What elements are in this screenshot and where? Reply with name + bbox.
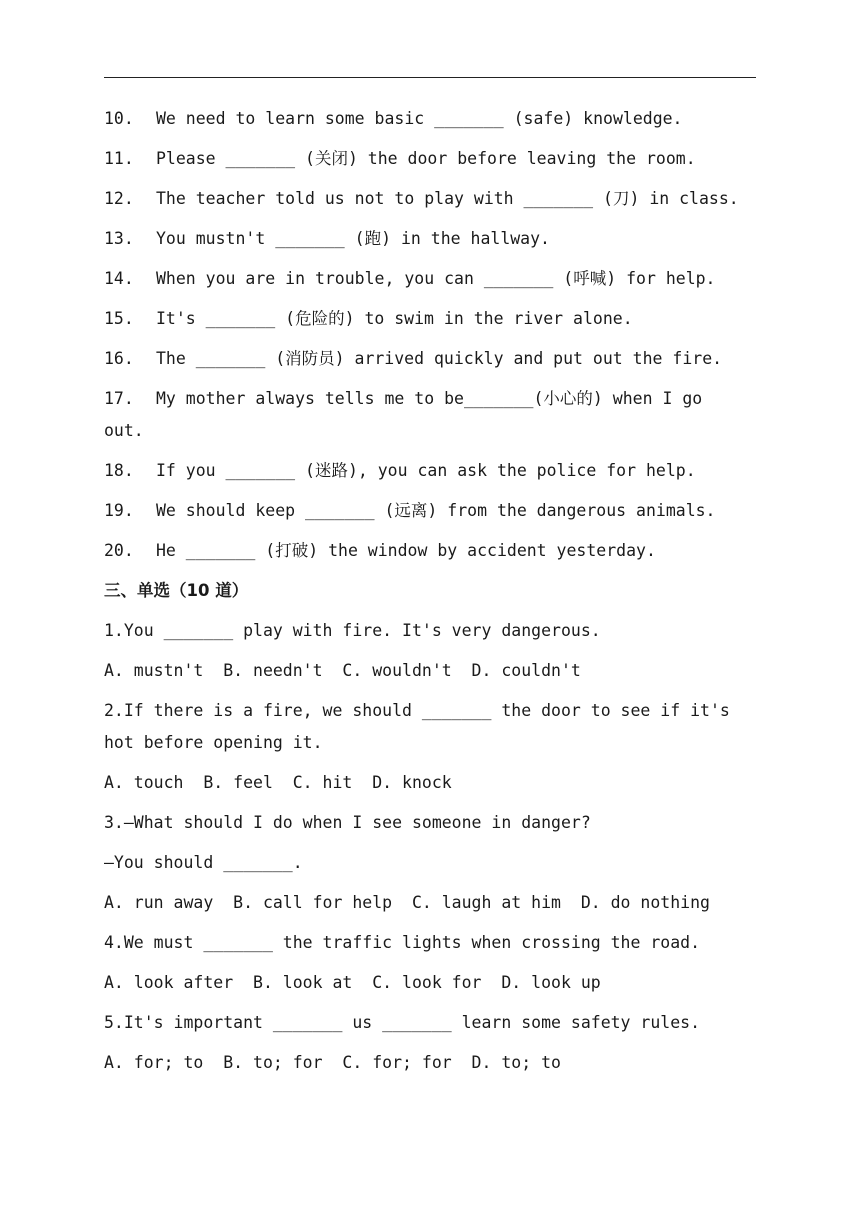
item-number: 19.	[104, 501, 134, 520]
mc-question-5: 5.It's important _______ us _______ learn some safety rules.	[104, 1013, 701, 1032]
item-text: We need to learn some basic _______ (safe) knowledge.	[156, 109, 683, 128]
item-number: 15.	[104, 309, 134, 328]
item-number: 16.	[104, 349, 134, 368]
item-text: My mother always tells me to be_______(小心的) when I go out.	[104, 389, 703, 440]
item-number: 10.	[104, 109, 134, 128]
item-text: You mustn't _______ (跑) in the hallway.	[156, 229, 550, 248]
worksheet	[104, 103, 756, 1087]
mc-options-2: A. touch B. feel C. hit D. knock	[104, 773, 452, 792]
mc-question-4: 4.We must _______ the traffic lights when crossing the road.	[104, 933, 701, 952]
fill-item-18	[104, 455, 756, 487]
item-number: 20.	[104, 541, 134, 560]
fill-item-12	[104, 183, 756, 215]
item-text: The _______ (消防员) arrived quickly and put out the fire.	[156, 349, 723, 368]
item-text: When you are in trouble, you can _______ (呼喊) for help.	[156, 269, 716, 288]
item-number: 14.	[104, 269, 134, 288]
mc-options-5: A. for; to B. to; for C. for; for D. to; to	[104, 1053, 561, 1072]
item-number: 12.	[104, 189, 134, 208]
mc-question-3-answer-line: —You should _______.	[104, 853, 303, 872]
item-text: If you _______ (迷路), you can ask the police for help.	[156, 461, 696, 480]
item-number: 17.	[104, 389, 134, 408]
mc-question-3: 3.—What should I do when I see someone in danger?	[104, 813, 591, 832]
fill-item-20	[104, 535, 756, 567]
mc-options-1: A. mustn't B. needn't C. wouldn't D. couldn't	[104, 661, 581, 680]
item-text: We should keep _______ (远离) from the dangerous animals.	[156, 501, 716, 520]
item-text: Please _______ (关闭) the door before leaving the room.	[156, 149, 696, 168]
item-text: He _______ (打破) the window by accident yesterday.	[156, 541, 656, 560]
header-rule	[104, 77, 756, 78]
item-number: 11.	[104, 149, 134, 168]
fill-item-13	[104, 223, 756, 255]
fill-item-15	[104, 303, 756, 335]
mc-question-2: 2.If there is a fire, we should _______ the door to see if it's hot before opening it.	[104, 701, 730, 752]
fill-item-14	[104, 263, 756, 295]
section-title: 三、单选（10 道）	[104, 581, 249, 600]
item-number: 18.	[104, 461, 134, 480]
mc-options-3: A. run away B. call for help C. laugh at him D. do nothing	[104, 893, 710, 912]
item-number: 13.	[104, 229, 134, 248]
mc-options-4: A. look after B. look at C. look for D. look up	[104, 973, 601, 992]
fill-item-19	[104, 495, 756, 527]
mc-question-1: 1.You _______ play with fire. It's very dangerous.	[104, 621, 601, 640]
item-text: It's _______ (危险的) to swim in the river alone.	[156, 309, 633, 328]
item-text: The teacher told us not to play with _______ (刀) in class.	[156, 189, 739, 208]
fill-item-10	[104, 103, 756, 135]
fill-item-17	[104, 383, 756, 447]
fill-item-16	[104, 343, 756, 375]
fill-item-11	[104, 143, 756, 175]
